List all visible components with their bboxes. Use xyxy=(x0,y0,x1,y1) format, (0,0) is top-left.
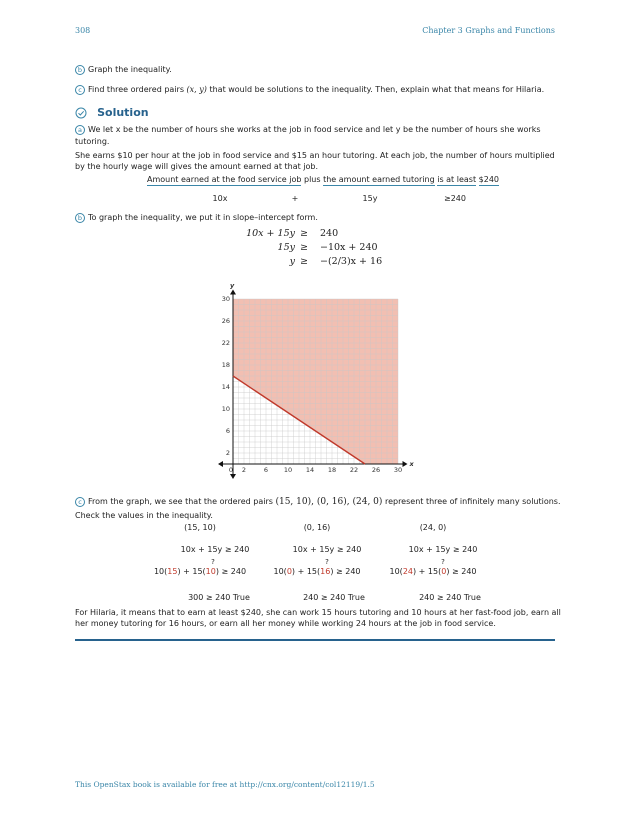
x-tick-label: 26 xyxy=(371,466,381,474)
x-tick-label: 30 xyxy=(393,466,403,474)
step-op: ≥ xyxy=(300,228,308,239)
y-tick-label: 2 xyxy=(225,449,230,457)
y-axis-label: y xyxy=(230,281,235,290)
page-number: 308 xyxy=(75,26,91,35)
sub-x-value: 0 xyxy=(286,567,292,576)
slope-intercept-steps xyxy=(245,228,395,272)
sub-y-value: 16 xyxy=(320,567,331,576)
step-left: 10x + 15y xyxy=(246,228,295,239)
solution-c-badge: c xyxy=(75,497,85,507)
y-tick-label: 30 xyxy=(221,295,230,303)
sub-y-value: 10 xyxy=(205,567,216,576)
check-column-1 xyxy=(150,522,250,603)
solution-a-text xyxy=(75,124,560,135)
x-axis-arrow-left xyxy=(218,461,223,467)
check-pair: (24, 0) xyxy=(419,523,447,532)
x-axis-label: x xyxy=(409,460,414,468)
sub-x-value: 15 xyxy=(167,567,178,576)
trans-ge-240: ≥240 xyxy=(444,194,466,203)
y-tick-label: 22 xyxy=(221,339,230,347)
y-axis-arrow-down xyxy=(230,474,236,479)
sub-part: ) ≥ 240 xyxy=(330,567,361,576)
check-inequality: 10x + 15y ≥ 240 xyxy=(408,545,478,554)
part-c-text-post: that would be solutions to the inequality. Then, explain what that means for Hilaria. xyxy=(209,85,545,94)
inequality-graph xyxy=(200,280,425,485)
word-at-least: is at least xyxy=(437,175,477,184)
check-question-mark: ? xyxy=(441,558,445,566)
check-pair: (0, 16) xyxy=(303,523,331,532)
check-substitution xyxy=(150,566,250,592)
step-row xyxy=(245,228,395,242)
part-b-question xyxy=(75,64,172,75)
check-substitution xyxy=(267,566,367,592)
x-tick-label: 2 xyxy=(241,466,247,474)
trans-15y: 15y xyxy=(362,194,378,203)
part-b-badge: b xyxy=(75,65,85,75)
check-question-mark: ? xyxy=(325,558,329,566)
step-row xyxy=(245,256,395,272)
sub-part: 10( xyxy=(273,567,287,576)
x-tick-label: 18 xyxy=(327,466,337,474)
wage-paragraph-line1: She earns $10 per hour at the job in food service and $15 an hour tutoring. At each job, the number of hours multiplied xyxy=(75,151,555,160)
y-tick-label: 18 xyxy=(221,361,230,369)
part-c-badge: c xyxy=(75,85,85,95)
step-right: −(2/3)x + 16 xyxy=(320,256,383,267)
solution-c-pairs: (15, 10), (0, 16), (24, 0) xyxy=(275,497,383,507)
check-column-3 xyxy=(383,522,483,603)
check-question-mark: ? xyxy=(211,558,215,566)
step-left: 15y xyxy=(277,242,295,253)
trans-10x: 10x xyxy=(212,194,228,203)
part-c-question xyxy=(75,84,544,95)
check-inequality: 10x + 15y ≥ 240 xyxy=(180,545,250,554)
sub-y-value: 0 xyxy=(441,567,447,576)
step-op: ≥ xyxy=(300,242,308,253)
word-amount: $240 xyxy=(478,175,499,184)
solution-c-text xyxy=(75,496,561,508)
step-right: 240 xyxy=(320,228,339,239)
check-result: 240 ≥ 240 True xyxy=(419,593,481,602)
check-substitution xyxy=(383,566,483,592)
solution-a-line2: tutoring. xyxy=(75,137,110,146)
word-phrase-tutoring: the amount earned tutoring xyxy=(323,175,435,184)
step-right: −10x + 240 xyxy=(320,242,378,253)
check-circle-icon xyxy=(75,107,87,119)
x-tick-label: 22 xyxy=(349,466,359,474)
y-axis-arrow xyxy=(230,290,236,295)
check-result: 240 ≥ 240 True xyxy=(303,593,365,602)
x-tick-label: 0 xyxy=(228,466,234,474)
solution-b-badge: b xyxy=(75,213,85,223)
check-pair: (15, 10) xyxy=(184,523,216,532)
part-c-text-pre: Find three ordered pairs xyxy=(88,85,184,94)
sub-part: 10( xyxy=(389,567,403,576)
check-result: 300 ≥ 240 True xyxy=(188,593,250,602)
sub-part: ) + 15( xyxy=(291,567,321,576)
solution-c-pre: From the graph, we see that the ordered pairs xyxy=(88,497,273,506)
sub-part: ) + 15( xyxy=(413,567,442,576)
solution-a-line1: We let x be the number of hours she works at the job in food service and let y be the number of hours she works xyxy=(88,125,541,134)
part-b-text: Graph the inequality. xyxy=(88,65,172,74)
step-left: y xyxy=(289,256,295,267)
check-instructions: Check the values in the inequality. xyxy=(75,511,213,520)
y-tick-label: 6 xyxy=(225,427,230,435)
trans-plus: + xyxy=(291,194,299,203)
step-op: ≥ xyxy=(300,256,308,267)
y-tick-label: 10 xyxy=(221,405,230,413)
sub-x-value: 24 xyxy=(402,567,413,576)
check-column-2 xyxy=(267,522,367,603)
x-tick-label: 10 xyxy=(283,466,293,474)
x-tick-label: 14 xyxy=(305,466,315,474)
part-c-pair: (x, y) xyxy=(186,85,207,94)
y-tick-label: 14 xyxy=(221,383,230,391)
step-row xyxy=(245,242,395,256)
sub-part: ) ≥ 240 xyxy=(446,567,477,576)
sub-part: ) ≥ 240 xyxy=(215,567,247,576)
solution-c-post: represent three of infinitely many solutions. xyxy=(384,497,561,506)
solution-heading xyxy=(75,102,149,121)
conclusion-line1: For Hilaria, it means that to earn at least $240, she can work 15 hours tutoring and 10 hours at her fast-food job, earn all xyxy=(75,608,561,617)
x-axis-arrow xyxy=(403,461,408,467)
conclusion-line2: her money tutoring for 16 hours, or earn all her money while working 24 hours at the job in food service. xyxy=(75,619,496,628)
x-tick-label: 6 xyxy=(263,466,269,474)
sub-part: 10( xyxy=(153,567,168,576)
word-sentence xyxy=(147,174,499,185)
sub-part: ) + 15( xyxy=(177,567,206,576)
y-tick-label: 26 xyxy=(221,317,230,325)
word-phrase-food: Amount earned at the food service job xyxy=(147,175,302,184)
solution-a-badge: a xyxy=(75,125,85,135)
wage-paragraph-line2: by the hourly wage will gives the amount earned at that job. xyxy=(75,162,319,171)
solution-title: Solution xyxy=(97,106,149,119)
word-plus: plus xyxy=(304,175,321,184)
solution-b-line: To graph the inequality, we put it in slope–intercept form. xyxy=(88,213,318,222)
footer-text: This OpenStax book is available for free at http://cnx.org/content/col12119/1.5 xyxy=(75,780,375,789)
check-inequality: 10x + 15y ≥ 240 xyxy=(292,545,362,554)
chapter-title: Chapter 3 Graphs and Functions xyxy=(422,26,555,35)
solution-b-text xyxy=(75,212,318,223)
section-divider xyxy=(75,639,555,641)
